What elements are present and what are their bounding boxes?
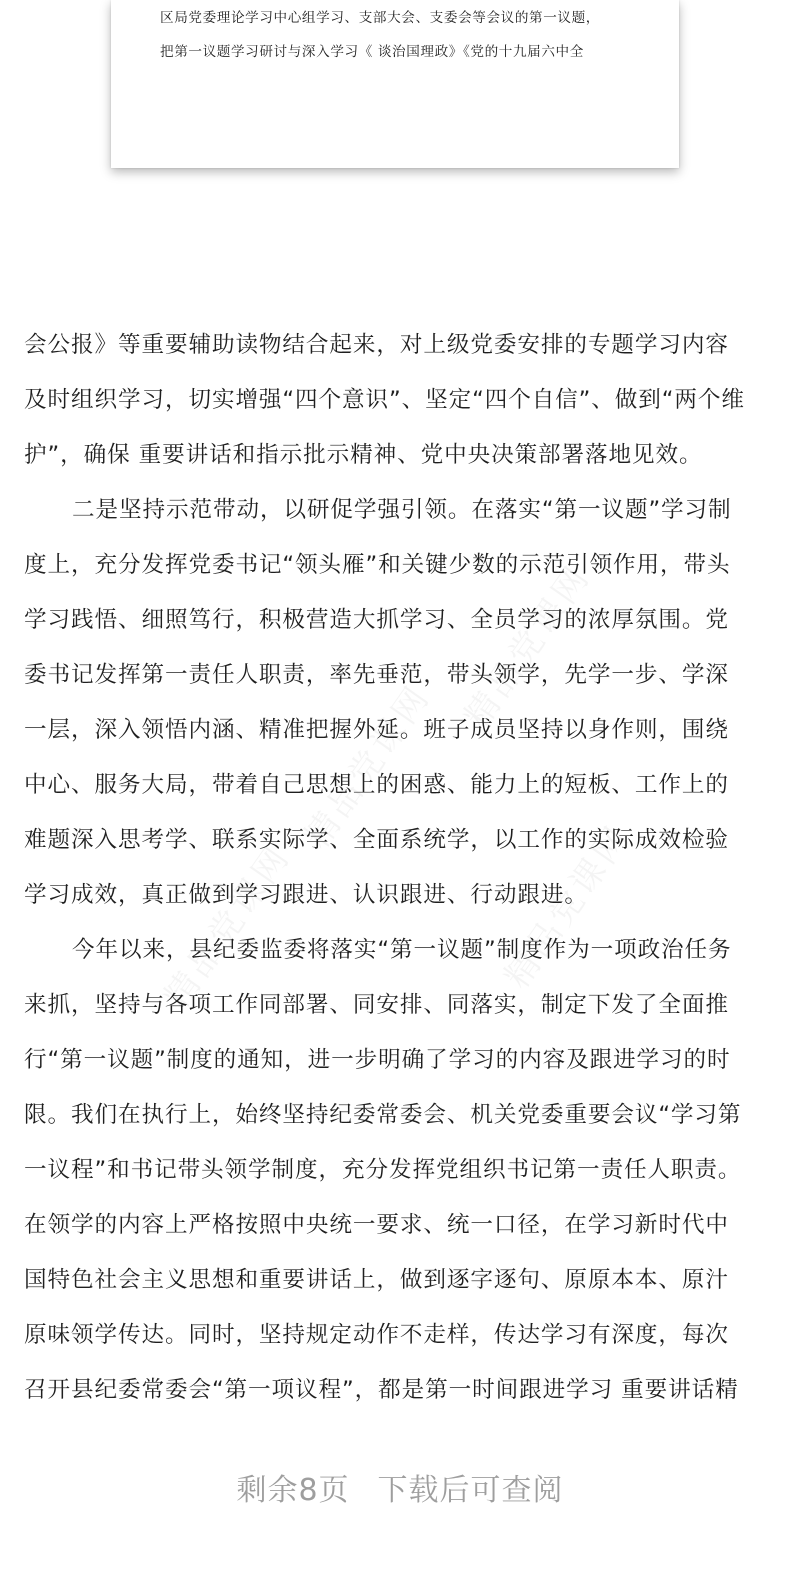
body-line: 护”，确保 重要讲话和指示批示精神、党中央决策部署落地见效。: [24, 442, 703, 468]
body-line: 学习成效，真正做到学习跟进、认识跟进、行动跟进。: [24, 882, 588, 908]
body-line: 难题深入思考学、联系实际学、全面系统学，以工作的实际成效检验: [24, 827, 729, 853]
body-line: 中心、服务大局，带着自己思想上的困惑、能力上的短板、工作上的: [24, 772, 729, 798]
body-line: 学习践悟、细照笃行，积极营造大抓学习、全员学习的浓厚氛围。党: [24, 607, 729, 633]
remaining-pages-label: 剩余8页: [236, 1473, 350, 1508]
body-line: 一层，深入领悟内涵、精准把握外延。班子成员坚持以身作则，围绕: [24, 717, 729, 743]
remaining-pages-download-prompt[interactable]: [0, 1465, 800, 1517]
body-line: 一议程”和书记带头领学制度，充分发挥党组织书记第一责任人职责。: [24, 1157, 742, 1183]
download-to-view-label: 下载后可查阅: [377, 1473, 564, 1508]
body-line: 度上，充分发挥党委书记“领头雁”和关键少数的示范引领作用，带头: [24, 552, 731, 578]
document-body: [24, 318, 776, 1418]
body-line: 召开县纪委常委会“第一项议程”，都是第一时间跟进学习 重要讲话精: [24, 1377, 739, 1403]
body-line: 限。我们在执行上，始终坚持纪委常委会、机关党委重要会议“学习第: [24, 1102, 742, 1128]
previous-page-preview: [111, 0, 679, 168]
body-line: 行“第一议题”制度的通知，进一步明确了学习的内容及跟进学习的时: [24, 1047, 731, 1073]
body-line: 原味领学传达。同时，坚持规定动作不走样，传达学习有深度，每次: [24, 1322, 729, 1348]
preview-text-line: 区局党委理论学习中心组学习、支部大会、支委会等会议的第一议题，: [160, 10, 601, 26]
body-line: 来抓，坚持与各项工作同部署、同安排、同落实，制定下发了全面推: [24, 992, 729, 1018]
paragraph-start-line: 二是坚持示范带动，以研促学强引领。在落实“第一议题”学习制: [72, 497, 732, 523]
body-line: 会公报》等重要辅助读物结合起来，对上级党委安排的专题学习内容: [24, 332, 729, 358]
body-line: 委书记发挥第一责任人职责，率先垂范，带头领学，先学一步、学深: [24, 662, 729, 688]
body-line: 国特色社会主义思想和重要讲话上，做到逐字逐句、原原本本、原汁: [24, 1267, 729, 1293]
body-line: 及时组织学习，切实增强“四个意识”、坚定“四个自信”、做到“两个维: [24, 387, 745, 413]
preview-text-line: 把第一议题学习研讨与深入学习《 谈治国理政》《党的十九届六中全: [160, 44, 584, 60]
paragraph-start-line: 今年以来，县纪委监委将落实“第一议题”制度作为一项政治任务: [72, 937, 732, 963]
body-line: 在领学的内容上严格按照中央统一要求、统一口径，在学习新时代中: [24, 1212, 729, 1238]
